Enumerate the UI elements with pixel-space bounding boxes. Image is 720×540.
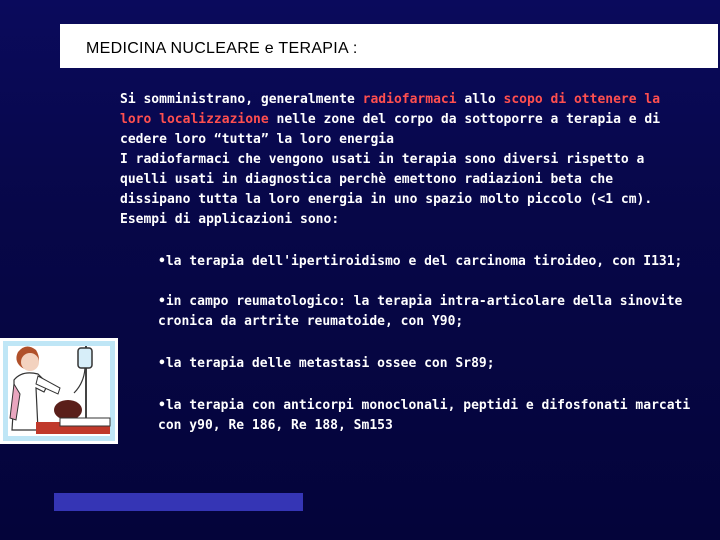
bullet-text: la terapia con anticorpi monoclonali, peptidi e difosfonati marcati con y90, Re 186, Re 188, Sm153 <box>158 398 691 433</box>
intro-line-2: loro localizzazione nelle zone del corpo da sottoporre a terapia e di <box>120 112 661 127</box>
intro-line-1: Si somministrano, generalmente radiofarmaci allo scopo di ottenere la <box>120 92 661 107</box>
bullet-symbol: • <box>158 398 166 413</box>
intro-line-3: cedere loro “tutta” la loro energia <box>120 132 394 147</box>
highlight-localizzazione: loro localizzazione <box>120 112 269 127</box>
intro-line-7: Esempi di applicazioni sono: <box>120 212 340 227</box>
bullet-symbol: • <box>158 294 166 309</box>
intro-line-5: quelli usati in diagnostica perchè emettono radiazioni beta che <box>120 172 614 187</box>
patient-pillow <box>60 418 110 426</box>
bullet-symbol: • <box>158 254 166 269</box>
patient-hair <box>54 400 82 420</box>
title-bar <box>60 24 718 68</box>
bullet-text: la terapia delle metastasi ossee con Sr89; <box>165 356 495 371</box>
bullet-text: in campo reumatologico: la terapia intra-articolare della sinovite cronica da artrite reumatoide, con Y90; <box>158 294 683 329</box>
bullet-symbol: • <box>158 356 166 371</box>
highlight-scopo: scopo di ottenere la <box>503 92 661 107</box>
intro-line-6: dissipano tutta la loro energia in uno spazio molto piccolo (<1 cm). <box>120 192 653 207</box>
nurse-patient-iv-clipart <box>0 338 118 444</box>
bullet-text: la terapia dell'ipertiroidismo e del carcinoma tiroideo, con I131; <box>165 254 683 269</box>
footer-accent-bar <box>54 493 303 511</box>
intro-line-4: I radiofarmaci che vengono usati in terapia sono diversi rispetto a <box>120 152 645 167</box>
nurse-face <box>21 353 39 371</box>
intro-paragraph <box>120 90 720 230</box>
bullet-item <box>158 252 718 272</box>
bullet-item <box>158 292 718 332</box>
highlight-radiofarmaci: radiofarmaci <box>362 92 457 107</box>
bullet-item <box>158 396 718 436</box>
bullet-item <box>158 354 718 374</box>
slide-title: MEDICINA NUCLEARE e TERAPIA : <box>86 40 358 57</box>
iv-bag <box>78 348 92 368</box>
